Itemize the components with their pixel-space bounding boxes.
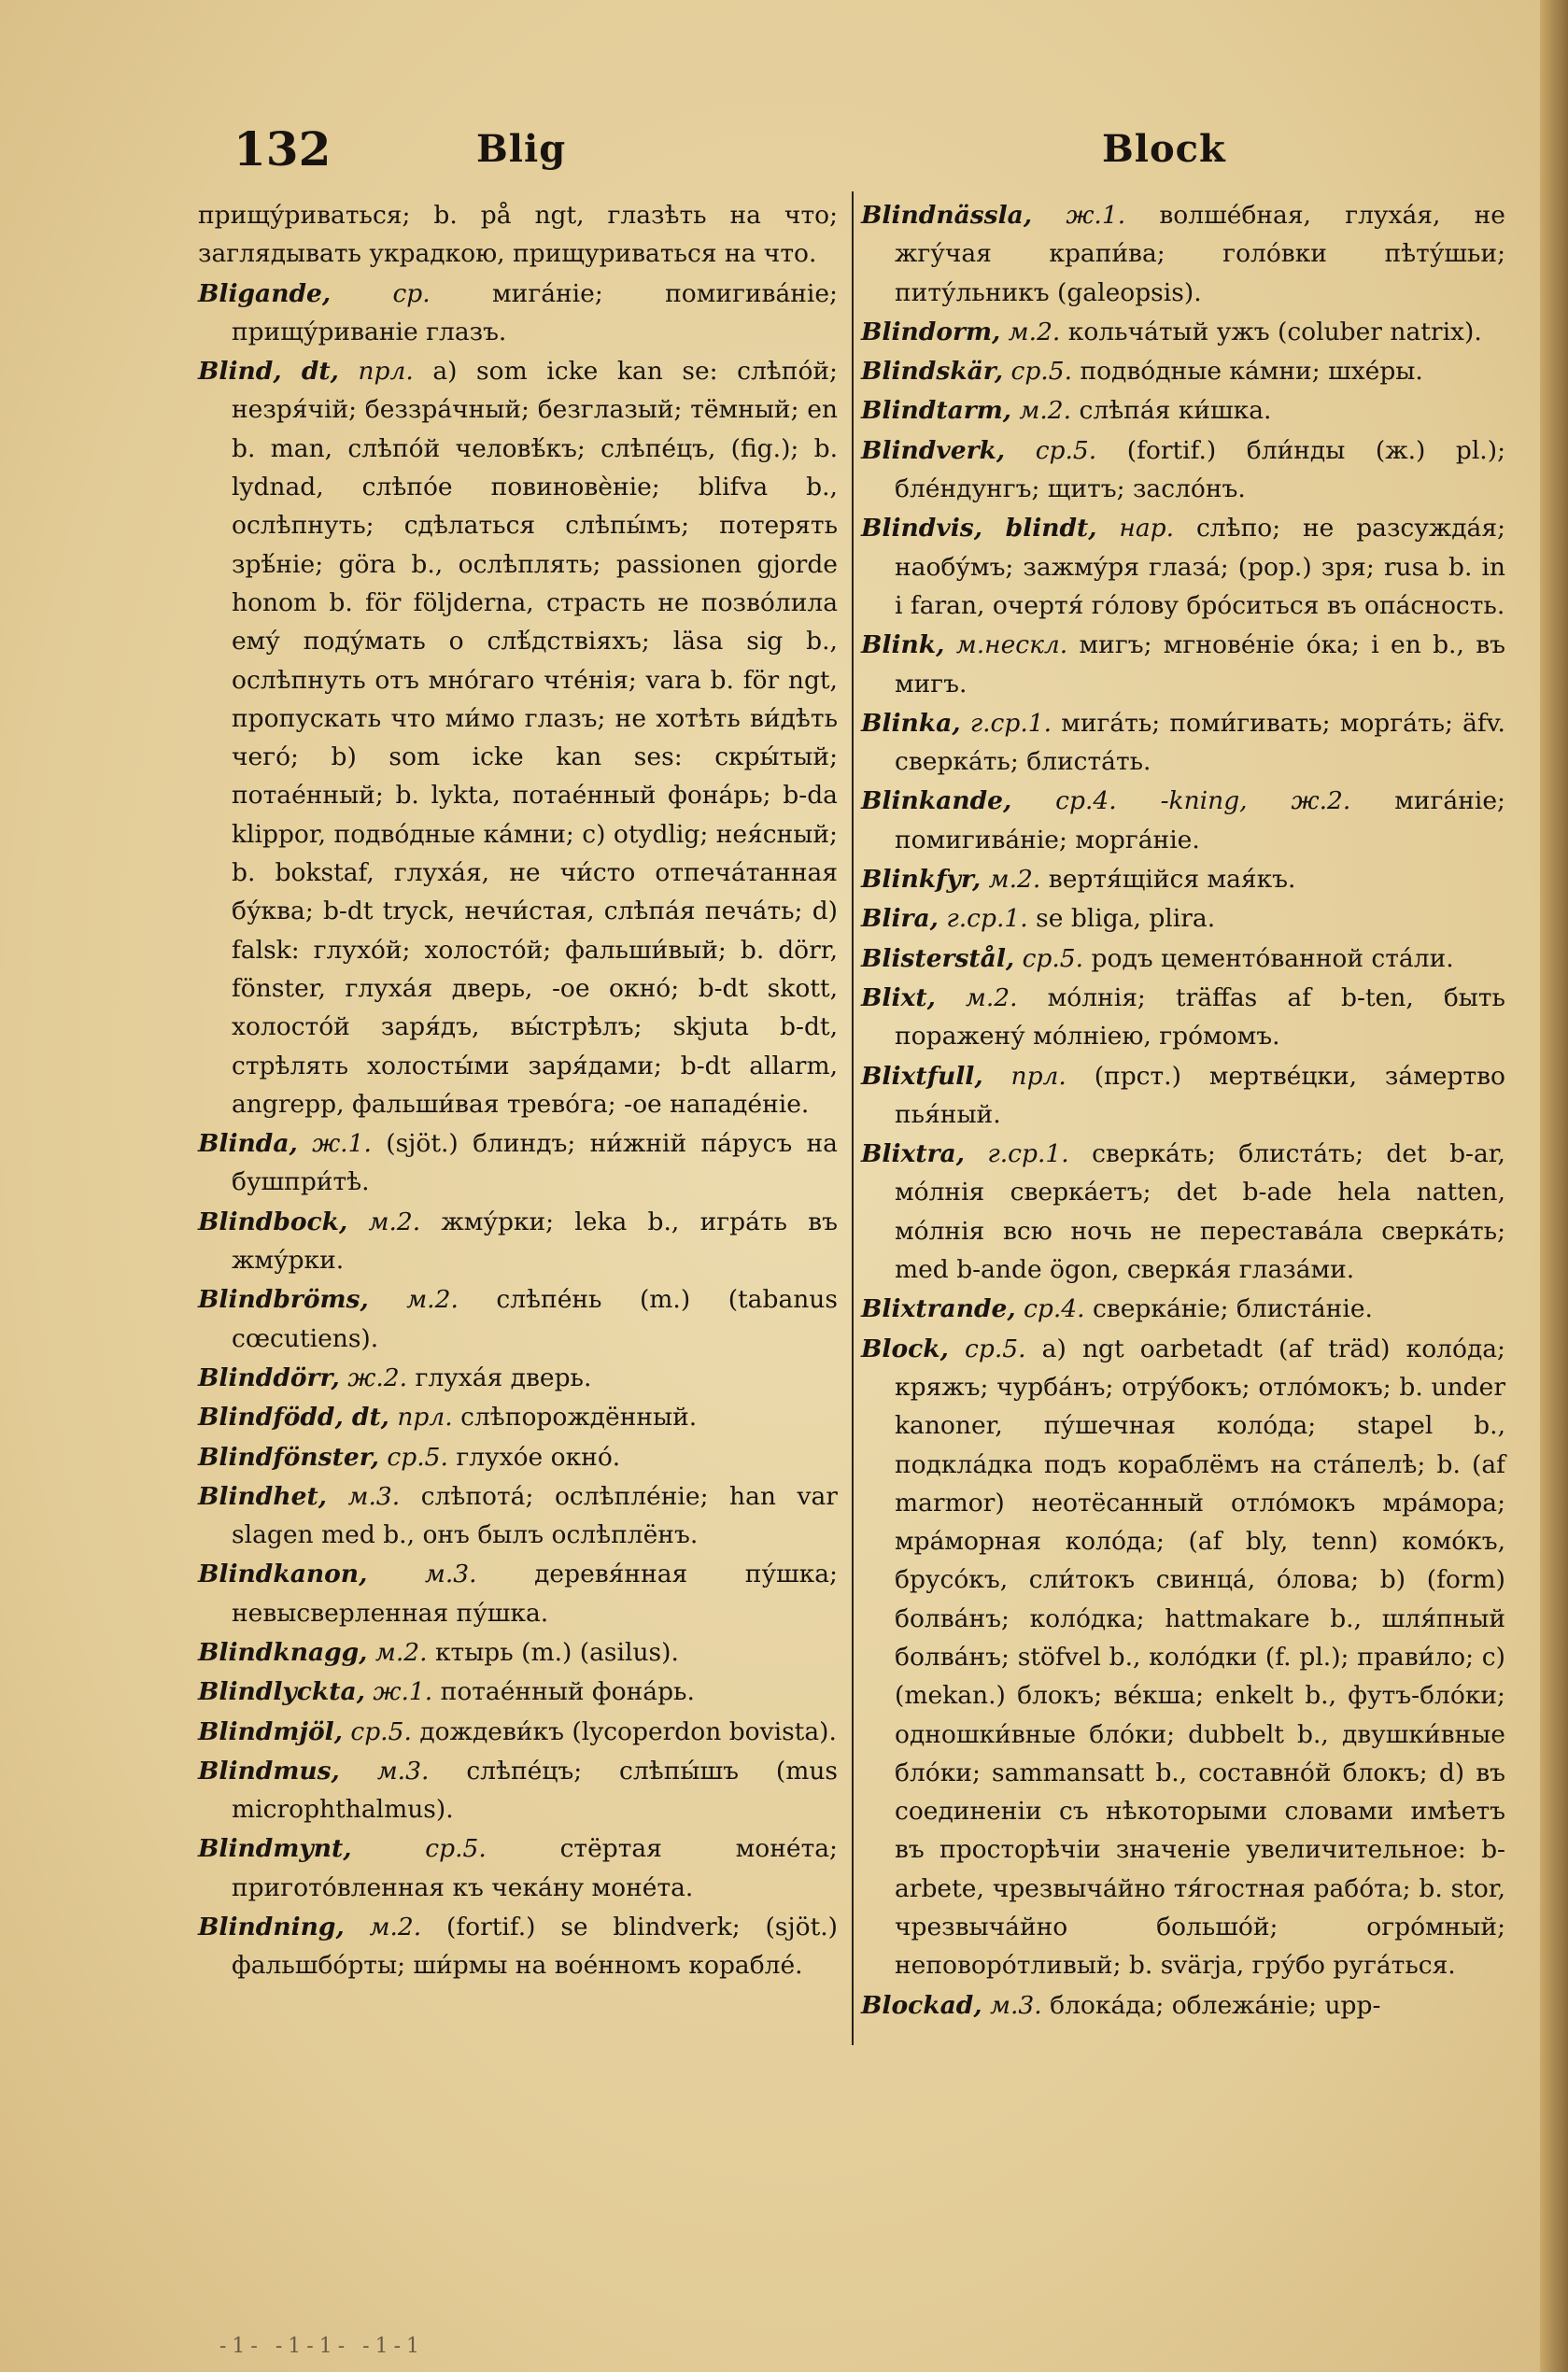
entry-headword: Blink, — [861, 630, 945, 660]
page-number: 132 — [233, 121, 332, 176]
dictionary-entry — [861, 196, 1505, 312]
entry-definition: стёртая моне́та; пригото́вленная къ чека́ну моне́та. — [232, 1834, 838, 1902]
dictionary-entry — [861, 1135, 1505, 1289]
entry-definition: ктырь (m.) (asilus). — [434, 1637, 679, 1667]
entry-grammar: ср.5. — [1010, 357, 1072, 387]
entry-definition: слѣпе́нь (m.) (tabanus cœcutiens). — [232, 1285, 838, 1353]
entry-grammar: ср.5. — [425, 1834, 487, 1864]
dictionary-entry — [861, 431, 1505, 509]
entry-grammar: ср.5. — [965, 1334, 1026, 1363]
entry-grammar: ср.4. -kning, ж.2. — [1055, 786, 1351, 816]
entry-grammar: м.2. — [374, 1637, 428, 1667]
entry-grammar: м.3. — [376, 1756, 430, 1786]
dictionary-entry — [198, 1477, 838, 1555]
entry-grammar: г.ср.1. — [946, 904, 1028, 934]
entry-definition: слѣпе́цъ; слѣпы́шъ (mus microphthalmus). — [232, 1756, 838, 1825]
dictionary-entry — [198, 275, 838, 352]
entry-grammar: ср.5. — [1022, 943, 1084, 973]
page-spine-shadow — [1540, 0, 1568, 2372]
entry-definition: блока́да; облежа́ніе; upp- — [1050, 1990, 1381, 2020]
entry-grammar: м.2. — [368, 1207, 421, 1236]
entry-definition: слѣпа́я ки́шка. — [1079, 396, 1272, 426]
entry-headword: Blindskär, — [861, 357, 1004, 387]
dictionary-entry — [861, 509, 1505, 625]
entry-definition: (fortif.) se blindverk; (sjöt.) фальшбо́рты; ши́рмы на вое́нномъ корабле́. — [232, 1913, 838, 1981]
entry-headword: Blindverk, — [861, 435, 1006, 465]
dictionary-entry — [198, 1438, 838, 1476]
entry-headword: Blinkfyr, — [861, 865, 982, 895]
entry-grammar: нар. — [1119, 514, 1175, 544]
dictionary-entry — [861, 1290, 1505, 1328]
entry-headword: Blinka, — [861, 708, 961, 738]
entry-definition: деревя́нная пу́шка; невысверленная пу́шка. — [232, 1560, 838, 1628]
entry-grammar: м.2. — [406, 1285, 459, 1315]
entry-definition: родъ цементо́ванной ста́ли. — [1091, 943, 1454, 973]
entry-headword: Block, — [861, 1334, 949, 1363]
entry-grammar: ср.5. — [387, 1442, 448, 1472]
entry-definition: (sjöt.) блиндъ; ни́жній па́русъ на бушпри́тѣ. — [232, 1129, 838, 1197]
entry-grammar: ср. — [392, 278, 431, 308]
entry-grammar: м.2. — [988, 865, 1041, 895]
entry-headword: Blindmus, — [198, 1756, 340, 1786]
right-column — [861, 196, 1505, 2026]
dictionary-entry — [861, 939, 1505, 978]
entry-headword: Blindkanon, — [198, 1560, 368, 1589]
entry-headword: Blindbröms, — [198, 1285, 369, 1315]
entry-headword: Blindvis, blindt, — [861, 514, 1097, 544]
entry-headword: Blind, dt, — [198, 357, 339, 387]
entry-definition: потае́нный фона́рь. — [440, 1677, 695, 1707]
dictionary-entry — [198, 1713, 838, 1751]
dictionary-entry — [198, 1752, 838, 1829]
entry-headword: Blindknagg, — [198, 1637, 368, 1667]
entry-grammar: прл. — [358, 357, 414, 387]
entry-grammar: ср.5. — [1035, 435, 1097, 465]
dictionary-entry — [861, 782, 1505, 859]
entry-grammar: м.2. — [1008, 317, 1061, 346]
dictionary-entry — [198, 1829, 838, 1907]
entry-grammar: ж.2. — [347, 1362, 408, 1392]
dictionary-entry — [198, 1280, 838, 1358]
dictionary-entry — [861, 313, 1505, 351]
dictionary-entry — [198, 1908, 838, 1985]
entry-grammar: ж.1. — [1066, 201, 1126, 230]
footer-marks: -1- -1-1- -1-1 — [219, 2335, 426, 2358]
entry-definition: сверка́ть; блиста́ть; det b-ar, мо́лнія сверка́етъ; det b-ade hela natten, мо́лнія всю ночь не перестава́ла сверка́ть; med b-ande ögon, сверка́я глаза́ми. — [895, 1139, 1505, 1285]
dictionary-entry — [198, 1673, 838, 1711]
entry-headword: Blindfödd, dt, — [198, 1403, 389, 1433]
dictionary-entry — [861, 899, 1505, 938]
dictionary-entry — [198, 1359, 838, 1397]
entry-definition: слѣпо; не разсужда́я; наобу́мъ; зажму́ря глаза́; (pop.) зря; rusa b. in i faran, очертя́ го́лову бро́ситься въ опа́сность. — [895, 514, 1505, 620]
entry-headword: Blindlyckta, — [198, 1677, 365, 1707]
dictionary-entry — [198, 1203, 838, 1280]
entry-headword: Blixt, — [861, 982, 936, 1012]
left-column — [198, 196, 838, 1986]
entry-grammar: м.2. — [1019, 396, 1072, 426]
entry-headword: Blindmynt, — [198, 1834, 352, 1864]
entry-headword: Blindbock, — [198, 1207, 348, 1236]
dictionary-entry — [861, 704, 1505, 782]
entry-definition: дождеви́къ (lycoperdon bovista). — [419, 1716, 837, 1746]
entry-grammar: м.2. — [965, 982, 1018, 1012]
entry-grammar: м.3. — [990, 1990, 1042, 2020]
entry-definition: слѣпота́; ослѣпле́ніе; han var slagen med b., онъ былъ ослѣплёнъ. — [232, 1481, 838, 1550]
entry-headword: Blisterstål, — [861, 943, 1015, 973]
entry-definition: глуха́я дверь. — [415, 1362, 592, 1392]
entry-definition: кольча́тый ужъ (coluber natrix). — [1067, 317, 1482, 346]
entry-headword: Blindorm, — [861, 317, 1001, 346]
entry-definition: мига́ніе; помигива́ніе; морга́ніе. — [895, 786, 1505, 854]
entry-grammar: ср.4. — [1024, 1294, 1085, 1324]
entry-definition: (прст.) мертве́цки, за́мертво пья́ный. — [895, 1061, 1505, 1129]
entry-definition: мо́лнія; träffas af b-ten, быть поражену́ мо́лніею, гро́момъ. — [895, 982, 1505, 1052]
entry-headword: Blindtarm, — [861, 396, 1011, 426]
entry-definition: мига́ть; поми́гивать; морга́ть; äfv. сверка́ть; блиста́ть. — [895, 708, 1505, 777]
entry-headword: Blockad, — [861, 1990, 982, 2020]
entry-definition: (fortif.) бли́нды (ж.) pl.); бле́ндунгъ; щитъ; засло́нъ. — [895, 435, 1505, 504]
dictionary-entry — [861, 979, 1505, 1056]
page-header — [0, 112, 1568, 177]
entry-headword: Bligande, — [198, 278, 332, 308]
dictionary-entry — [198, 1398, 838, 1436]
column-divider — [852, 191, 854, 2045]
entry-headword: Blixtrande, — [861, 1294, 1016, 1324]
entry-definition: мига́ніе; помигива́ніе; прищу́риваніе глазъ. — [232, 278, 838, 346]
dictionary-entry — [861, 860, 1505, 898]
dictionary-entry — [861, 391, 1505, 430]
entry-grammar: м.нескл. — [955, 630, 1068, 660]
entry-definition: a) ngt oarbetadt (af träd) коло́да; кряжъ; чурба́нъ; отру́бокъ; отло́мокъ; b. under kanoner, пу́шечная коло́да; stapel b., подкла́дка подъ кораблёмъ на ста́пелѣ; b. (af marmor) неотёсанный отло́мокъ мра́мора; мра́морная коло́да; (af bly, tenn) комо́къ, брусо́къ, сли́токъ свинца́, о́лова; b) (form) болва́нъ; коло́дка; hattmakare b., шля́пный болва́нъ; stöfvel b., коло́дки (f. pl.); прави́ло; c) (mekan.) блокъ; ве́кша; enkelt b., футъ-бло́ки; одношки́вные бло́ки; dubbelt b., двушки́вные бло́ки; sammansatt b., составно́й блокъ; d) въ соединеніи съ нѣкоторыми словами имѣетъ въ просторѣчіи значеніе увеличительное: b-arbete, чрезвыча́йно тя́гостная рабо́та; b. stor, чрезвыча́йно большо́й; огро́мный; неповоро́тливый; b. svärja, гру́бо руга́ться. — [895, 1334, 1505, 1981]
dictionary-entry — [198, 196, 838, 274]
dictionary-entry — [861, 352, 1505, 390]
entry-definition: подво́дные ка́мни; шхе́ры. — [1080, 357, 1423, 387]
entry-grammar: г.ср.1. — [987, 1139, 1069, 1169]
entry-headword: Blixtfull, — [861, 1061, 983, 1091]
entry-grammar: прл. — [1010, 1061, 1067, 1091]
entry-definition: se bliga, plira. — [1036, 904, 1216, 934]
dictionary-entry — [861, 626, 1505, 703]
dictionary-entry — [861, 1986, 1505, 2025]
entry-definition: сверка́ніе; блиста́ніе. — [1092, 1294, 1373, 1324]
entry-headword: Blindhet, — [198, 1481, 327, 1511]
entry-headword: Blindfönster, — [198, 1442, 379, 1472]
entry-headword: Blindmjöl, — [198, 1716, 343, 1746]
dictionary-entry — [198, 352, 838, 1123]
left-guide-word: Blig — [476, 127, 567, 171]
entry-headword: Blinkande, — [861, 786, 1012, 816]
entry-definition: жму́рки; leka b., игра́ть въ жму́рки. — [232, 1207, 838, 1276]
entry-headword: Blindning, — [198, 1913, 345, 1942]
entry-definition: глухо́е окно́. — [456, 1442, 621, 1472]
entry-grammar: м.2. — [369, 1913, 422, 1942]
entry-grammar: г.ср.1. — [969, 708, 1052, 738]
entry-headword: Blindnässla, — [861, 201, 1033, 230]
entry-definition: прищу́риваться; b. på ngt, глазѣть на что; заглядывать украдкою, прищуриваться на что. — [198, 201, 838, 269]
entry-grammar: ж.1. — [373, 1677, 433, 1707]
entry-definition: вертя́щійся мая́къ. — [1048, 865, 1296, 895]
entry-grammar: м.3. — [347, 1481, 401, 1511]
entry-definition: мигъ; мгнове́ніе о́ка; i en b., въ мигъ. — [895, 630, 1505, 699]
entry-headword: Blixtra, — [861, 1139, 965, 1169]
entry-grammar: ср.5. — [350, 1716, 412, 1746]
dictionary-entry — [198, 1124, 838, 1202]
entry-definition: слѣпорождённый. — [460, 1403, 698, 1433]
dictionary-entry — [861, 1057, 1505, 1135]
entry-grammar: м.3. — [424, 1560, 477, 1589]
entry-headword: Blinddörr, — [198, 1362, 340, 1392]
entry-headword: Blira, — [861, 904, 939, 934]
dictionary-entry — [198, 1633, 838, 1672]
right-guide-word: Block — [1102, 127, 1226, 171]
entry-definition: a) som icke kan se: слѣпо́й; незря́чій; беззра́чный; безглазый; тёмный; en b. man, слѣпо́й человѣ́къ; слѣпе́цъ, (fig.); b. lydnad, слѣпо́е повиновѐніе; blifva b., ослѣпнуть; сдѣлаться слѣпы́мъ; потерять зрѣ́ніе; göra b., ослѣплять; passionen gjorde honom b. för följderna, страсть не позво́лила ему́ поду́мать о слѣ́дствіяхъ; läsa sig b., ослѣпнуть отъ мно́гаго чте́нія; vara b. för ngt, пропускать что ми́мо глазъ; не хотѣть ви́дѣть чего́; b) som icke kan ses: скры́тый; потае́нный; b. lykta, потае́нный фона́рь; b-da klippor, подво́дные ка́мни; c) otydlig; нея́сный; b. bokstaf, глуха́я, не чи́сто отпеча́танная бу́ква; b-dt tryck, нечи́стая, слѣпа́я печа́ть; d) falsk: глухо́й; холосто́й; фальши́вый; b. dörr, fönster, глуха́я дверь, -ое окно́; b-dt skott, холосто́й заря́дъ, вы́стрѣлъ; skjuta b-dt, стрѣлять холосты́ми заря́дами; b-dt allarm, angrepp, фальши́вая трево́га; -ое нападе́ніе. — [232, 357, 838, 1119]
entry-grammar: ж.1. — [312, 1129, 372, 1159]
entry-grammar: прл. — [397, 1403, 453, 1433]
entry-headword: Blinda, — [198, 1129, 298, 1159]
dictionary-entry — [198, 1555, 838, 1632]
dictionary-entry — [861, 1330, 1505, 1985]
entry-definition: волше́бная, глуха́я, не жгу́чая крапи́ва; голо́вки пѣту́шьи; питу́льникъ (galeopsis). — [895, 201, 1505, 307]
